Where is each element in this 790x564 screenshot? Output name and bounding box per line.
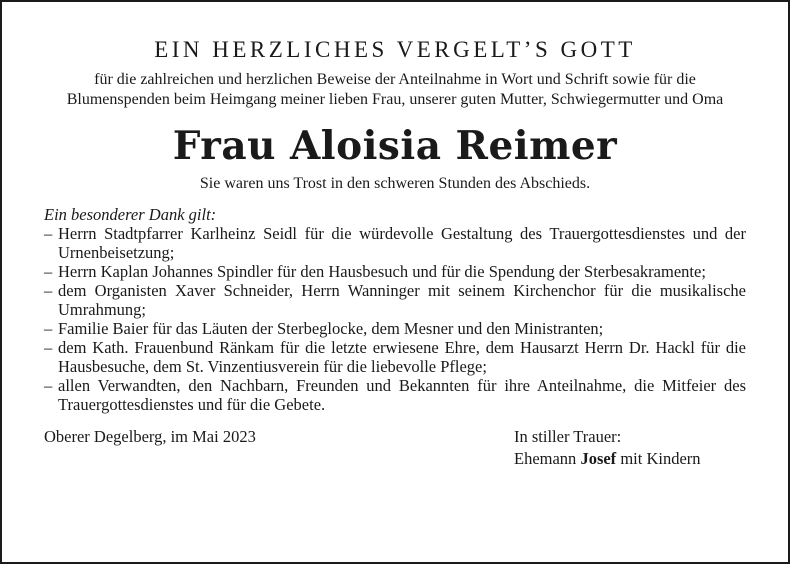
place-date: Oberer Degelberg, im Mai 2023 (44, 427, 256, 446)
thanks-item (44, 224, 746, 262)
intro-text: für die zahlreichen und herzlichen Beweise der Anteilnahme in Wort und Schrift sowie für die Blumenspenden beim Heimgang meiner lieben Frau, unserer guten Mutter, Schwiegermutter und Oma (66, 71, 724, 108)
thanks-item-text: Herrn Kaplan Johannes Spindler für den Hausbesuch und für die Spendung der Sterbesakramente; (58, 262, 706, 281)
thanks-item (44, 338, 746, 376)
thanks-item (44, 319, 746, 338)
list-dash: – (44, 376, 53, 395)
mourning-label: In stiller Trauer: (514, 427, 622, 446)
deceased-name: Frau Aloisia Reimer (172, 123, 618, 169)
mourners-line (514, 448, 701, 470)
mourners-name: Josef (580, 449, 617, 468)
mourners-suffix: mit Kindern (620, 449, 701, 468)
thanks-item (44, 281, 746, 319)
mourners-block (514, 426, 701, 470)
mourners-prefix: Ehemann (514, 449, 577, 468)
thanks-list (44, 224, 746, 414)
thanks-item (44, 376, 746, 414)
list-dash: – (44, 262, 53, 281)
list-dash: – (44, 224, 53, 243)
comfort-line: Sie waren uns Trost in den schweren Stunden des Abschieds. (199, 175, 591, 192)
thanks-item (44, 262, 746, 281)
thanks-item-text: Herrn Stadtpfarrer Karlheinz Seidl für die würdevolle Gestaltung des Trauergottesdienstes und der Urnenbeisetzung; (58, 224, 746, 262)
headline: EIN HERZLICHES VERGELT’S GOTT (154, 37, 636, 62)
thanks-item-text: dem Kath. Frauenbund Ränkam für die letzte erwiesene Ehre, dem Hausarzt Herrn Dr. Hackl für die Hausbesuche, dem St. Vinzentiusverein für die liebevolle Pflege; (58, 338, 746, 376)
thanks-heading: Ein besonderer Dank gilt: (44, 205, 217, 224)
thanks-item-text: allen Verwandten, den Nachbarn, Freunden und Bekannten für ihre Anteilnahme, die Mitfeier des Trauergottesdienstes und für die Gebete. (58, 376, 746, 414)
thanks-item-text: Familie Baier für das Läuten der Sterbeglocke, dem Mesner und den Ministranten; (58, 319, 604, 338)
list-dash: – (44, 319, 53, 338)
list-dash: – (44, 338, 53, 357)
thanks-item-text: dem Organisten Xaver Schneider, Herrn Wanninger mit seinem Kirchenchor für die musikalische Umrahmung; (58, 281, 746, 319)
list-dash: – (44, 281, 53, 300)
